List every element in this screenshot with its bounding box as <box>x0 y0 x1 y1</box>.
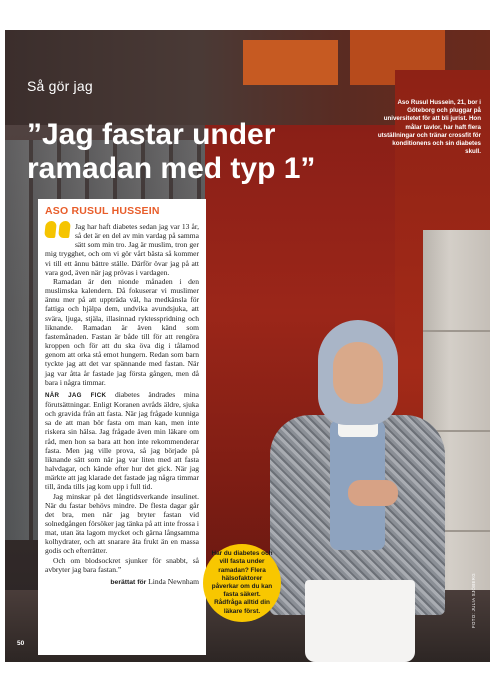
byline-prefix: berättat för <box>110 578 147 586</box>
byline-name: Linda Newnham <box>148 576 199 586</box>
page-number: 50 <box>17 640 25 647</box>
magazine-page <box>5 30 490 662</box>
paragraph: Ramadan är den nionde månaden i den muslimska kalendern. Då fokuserar vi muslimer ännu mer på att uppträda väl, ha medkänsla för fattiga och hjälpa dem, undvika avundsjuka, att svära, ljuga, stjäla, illasinnad ryktesspridning och liknande. Ramadan är även känd som fastemånaden. Fastan är både till för att rengöra kroppen och för att du ska öva dig i tålamod genom att orka stå emot hungern. Redan som barn tyckte jag att det var spännande med fastan. När jag var åtta år fastade jag första gången, men då bara i några timmar. <box>45 276 199 387</box>
byline <box>45 577 199 587</box>
paragraph: Och om blodsockret sjunker för snabbt, så avbryter jag bara fastan.” <box>45 555 199 574</box>
paragraph-text: diabetes ändrades mina förutsättningar. Enligt Koranen avråds äldre, sjuka och gravida från att fasta. När jag frågade kunniga sa de att man bör fasta om man kan, men inte riskera sin hälsa. Jag frågade även min läkare om råd, men hon sa bara att hon inte rekommenderar fasta. Men jag ville prova, så jag började på liknande sätt som när jag var liten med att fasta halvdagar, och kände efter hur det gick. När jag märkte att jag klarade det fastade jag några timmar till, ända tills jag kom upp i full tid. <box>45 389 200 492</box>
headline: ”Jag fastar under ramadan med typ 1” <box>27 118 316 185</box>
paragraph <box>45 390 199 492</box>
paragraph: Jag minskar på det långtidsverkande insulinet. När du fastar behövs mindre. De flesta dagar går det bra, men när jag bryter fastan vid solnedgången försöker jag tänka på att inte frossa i mat, utan äta lagom mycket och gärna långsamma kolhydrater, och att snarare äta frukt än en massa godis och efterrätter. <box>45 491 199 556</box>
photo-person <box>270 320 445 662</box>
info-bubble-text: Har du diabetes och vill fasta under ramadan? Flera hälsofaktorer påverkar om du kan fasta säkert. Rådfråga alltid din läkare först. <box>211 550 273 615</box>
lead-in: NÄR JAG FICK <box>45 391 107 399</box>
photo-orange-panel <box>243 40 338 85</box>
photo-credit: FOTO: JULIA SJÖBERG <box>471 572 476 628</box>
paragraph-text: Jag har haft diabetes sedan jag var 13 år, så det är en del av min vardag på samma sätt som min tro. Jag är muslim, tron ger mig trygghet, och om vi gör vårt bästa så kommer vi till ett ännu bättre ställe. Därför övar jag på att vara god, även när jag prövas i vardagen. <box>45 222 199 277</box>
section-label: Så gör jag <box>27 78 93 94</box>
article-card <box>38 199 206 655</box>
photo-person-skirt <box>305 580 415 662</box>
info-bubble <box>203 544 281 622</box>
quote-mark-icon <box>45 221 75 243</box>
photo-caption: Aso Rusul Hussein, 21, bor i Göteborg och pluggar på universitetet för att bli jurist. Hon målar tavlor, har haft flera utställningar och tränar crossfit för konditionens och sin diabetes skull. <box>377 99 481 156</box>
article-body <box>45 222 199 587</box>
author-name: ASO RUSUL HUSSEIN <box>45 205 160 217</box>
photo-person-hands <box>348 480 398 506</box>
photo-person-face <box>333 342 383 404</box>
